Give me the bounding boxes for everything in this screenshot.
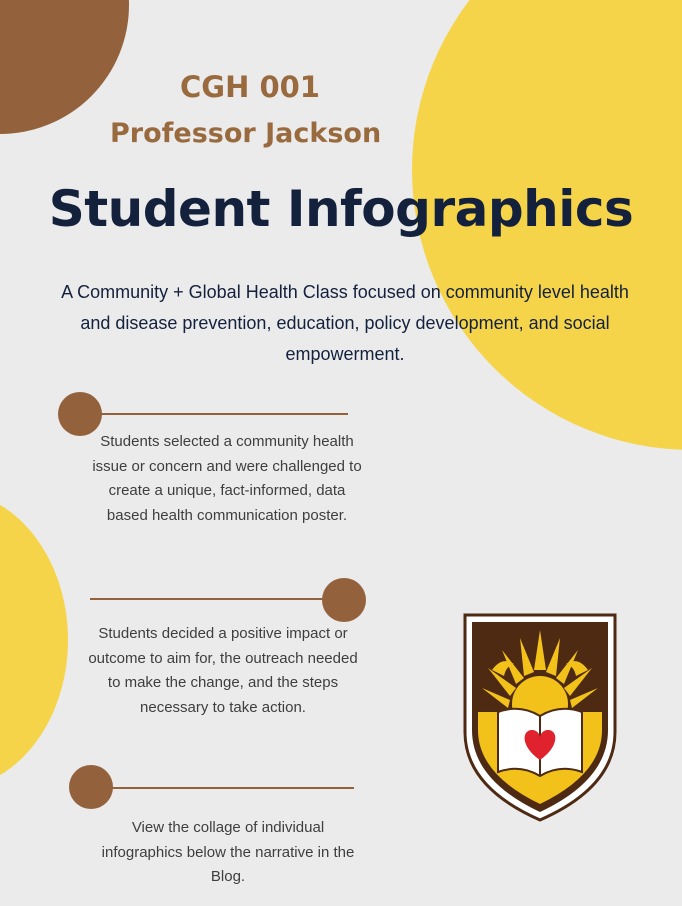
step-1-connector-line: [98, 413, 348, 415]
step-2-bullet: [322, 578, 366, 622]
intro-text: A Community + Global Health Class focused on community level health and disease prevention, education, policy development, and social empowerment.: [61, 282, 629, 364]
step-2-text: Students decided a positive impact or outcome to aim for, the outreach needed to make the change, and the steps necessary to take action.: [88, 625, 358, 716]
step-3-connector-line: [108, 787, 354, 789]
decorative-yellow-circle-left: [0, 490, 68, 790]
decorative-brown-circle: [0, 0, 129, 134]
step-2-connector-line: [90, 598, 330, 600]
step-1-text: Students selected a community health issue or concern and were challenged to create a unique, fact-informed, data based health communication poster.: [92, 433, 362, 524]
page-title: Student Infographics: [48, 180, 634, 238]
step-3-bullet: [69, 765, 113, 809]
course-code: CGH 001: [180, 70, 320, 104]
step-3-text: View the collage of individual infographics below the narrative in the Blog.: [101, 819, 355, 885]
professor-name: Professor Jackson: [110, 118, 382, 149]
university-crest-icon: [462, 612, 618, 824]
